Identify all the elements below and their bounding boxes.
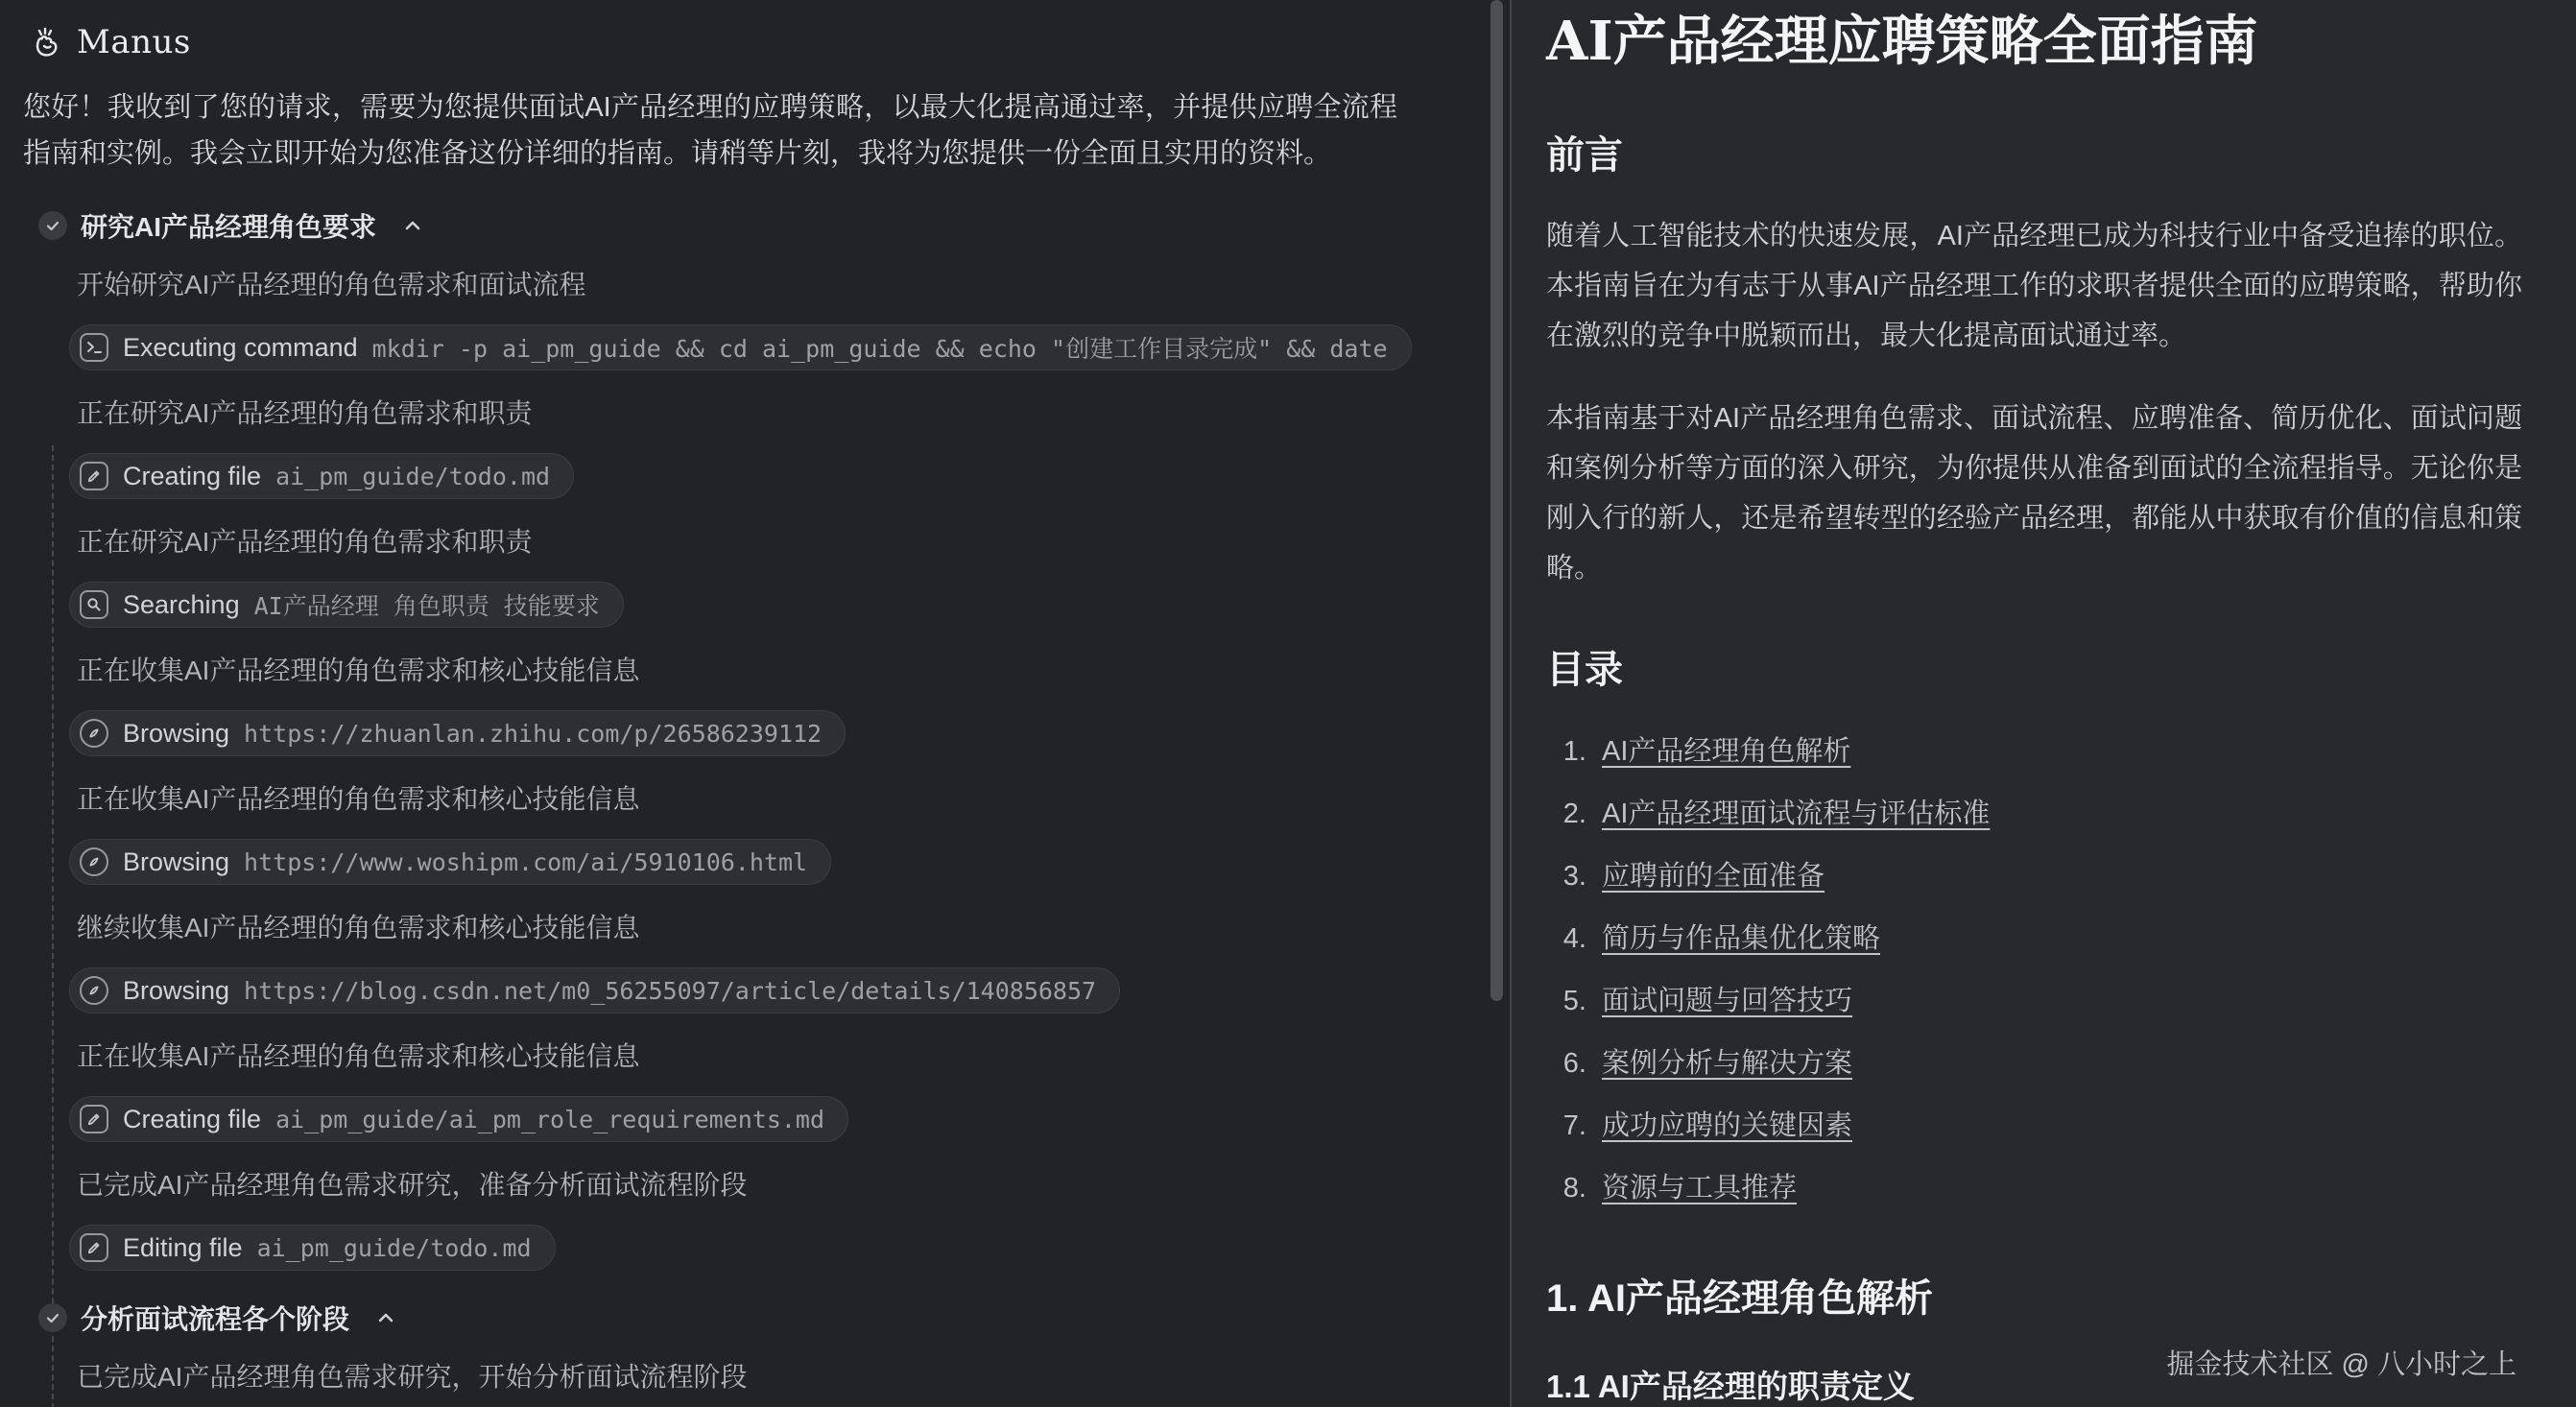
tool-chip-value: https://www.woshipm.com/ai/5910106.html — [244, 847, 808, 876]
tool-chip-creating-file[interactable] — [69, 453, 574, 499]
toc-link-8[interactable]: 资源与工具推荐 — [1602, 1173, 1798, 1204]
document-title: AI产品经理应聘策略全面指南 — [1546, 10, 2258, 73]
step-text: 开始研究AI产品经理的角色需求和面试流程 — [77, 270, 586, 299]
toc-link-4[interactable]: 简历与作品集优化策略 — [1602, 923, 1881, 954]
tool-chip-value: mkdir -p ai_pm_guide && cd ai_pm_guide && echo "创建工作目录完成" && date — [371, 335, 1388, 363]
toc-link-2[interactable]: AI产品经理面试流程与评估标准 — [1602, 799, 1991, 829]
toc-item — [1594, 1049, 2522, 1078]
search-icon — [80, 590, 108, 619]
table-of-contents — [1546, 737, 2522, 1203]
preface-heading: 前言 — [1546, 134, 1623, 177]
preface-paragraph-1: 随着人工智能技术的快速发展，AI产品经理已成为科技行业中备受追捧的职位。本指南旨在为有志于从事AI产品经理工作的求职者提供全面的应聘策略，帮助你在激烈的竞争中脱颖而出，最大化提高面试通过率。 — [1546, 221, 2522, 351]
preface-paragraph-2: 本指南基于对AI产品经理角色需求、面试流程、应聘准备、简历优化、面试问题和案例分析等方面的深入研究，为你提供从准备到面试的全流程指导。无论你是刚入行的新人，还是希望转型的经验产品经理，都能从中获取有价值的信息和策略。 — [1546, 403, 2522, 584]
step-text: 正在研究AI产品经理的角色需求和职责 — [77, 398, 533, 428]
chapter1-heading: 1. AI产品经理角色解析 — [1546, 1277, 1933, 1320]
step-text: 继续收集AI产品经理的角色需求和核心技能信息 — [77, 913, 640, 942]
task-section-title: 研究AI产品经理角色要求 — [81, 212, 377, 242]
tool-chip-executing-command[interactable] — [69, 324, 1412, 370]
manus-logo-icon — [27, 23, 65, 61]
panel-divider — [1510, 0, 1512, 1407]
tool-chip-value: https://zhuanlan.zhihu.com/p/26586239112 — [244, 719, 823, 748]
tool-chip-creating-file[interactable] — [69, 1096, 848, 1142]
toc-item — [1594, 799, 2522, 828]
chevron-up-icon[interactable] — [374, 1309, 397, 1326]
step-text: 正在研究AI产品经理的角色需求和职责 — [77, 527, 533, 557]
terminal-icon — [80, 333, 108, 362]
toc-link-1[interactable]: AI产品经理角色解析 — [1602, 736, 1851, 767]
tool-chip-value: ai_pm_guide/todo.md — [275, 462, 551, 490]
tool-chip-label: Browsing — [123, 718, 230, 748]
tool-chip-label: Executing command — [123, 332, 358, 362]
step-text: 正在收集AI产品经理的角色需求和核心技能信息 — [77, 1041, 640, 1071]
tool-chip-label: Creating file — [123, 1104, 262, 1133]
tool-chip-editing-file[interactable] — [69, 1225, 556, 1271]
task-section-header[interactable] — [38, 209, 1512, 242]
browser-icon — [80, 976, 108, 1005]
step-text: 正在收集AI产品经理的角色需求和核心技能信息 — [77, 656, 640, 685]
toc-item — [1594, 1174, 2522, 1203]
pencil-icon — [80, 1233, 108, 1262]
step-text: 已完成AI产品经理角色需求研究，准备分析面试流程阶段 — [77, 1170, 748, 1200]
tool-chip-searching[interactable] — [69, 582, 624, 628]
tool-chip-label: Editing file — [123, 1232, 243, 1262]
browser-icon — [80, 719, 108, 748]
tool-chip-browsing[interactable] — [69, 839, 831, 885]
browser-icon — [80, 847, 108, 876]
document-preview-panel — [1512, 0, 2576, 1407]
section-1-1-heading: 1.1 AI产品经理的职责定义 — [1546, 1369, 1915, 1404]
toc-item — [1594, 737, 2522, 766]
toc-item — [1594, 1111, 2522, 1140]
tool-chip-label: Searching — [123, 589, 240, 619]
tool-chip-browsing[interactable] — [69, 967, 1120, 1014]
scrollbar-thumb[interactable] — [1491, 0, 1503, 1001]
timeline-connector — [52, 445, 54, 1407]
check-circle-icon — [38, 1303, 67, 1332]
chevron-up-icon[interactable] — [401, 217, 424, 234]
tool-chip-value: ai_pm_guide/todo.md — [256, 1233, 532, 1262]
tool-chip-value: ai_pm_guide/ai_pm_role_requirements.md — [275, 1105, 825, 1133]
tool-chip-label: Browsing — [123, 975, 230, 1005]
pencil-icon — [80, 1105, 108, 1133]
brand-name: Manus — [77, 23, 191, 61]
task-timeline — [23, 209, 1512, 1392]
assistant-intro-message: 您好！我收到了您的请求，需要为您提供面试AI产品经理的应聘策略，以最大化提高通过率，并提供应聘全流程指南和实例。我会立即开始为您准备这份详细的指南。请稍等片刻，我将为您提供一份全面且实用的资料。 — [23, 92, 1397, 169]
watermark-text: 掘金技术社区 @ 八小时之上 — [2166, 1349, 2516, 1380]
toc-link-3[interactable]: 应聘前的全面准备 — [1602, 861, 1825, 892]
toc-link-6[interactable]: 案例分析与解决方案 — [1602, 1048, 1853, 1079]
toc-link-5[interactable]: 面试问题与回答技巧 — [1602, 986, 1853, 1016]
task-section-header[interactable] — [38, 1301, 1512, 1334]
toc-item — [1594, 862, 2522, 891]
tool-chip-label: Browsing — [123, 847, 230, 876]
tool-chip-browsing[interactable] — [69, 710, 846, 756]
tool-chip-value: AI产品经理 角色职责 技能要求 — [253, 592, 600, 620]
step-text: 已完成AI产品经理角色需求研究，开始分析面试流程阶段 — [77, 1362, 748, 1392]
toc-heading: 目录 — [1546, 649, 1623, 691]
toc-item — [1594, 924, 2522, 953]
toc-link-7[interactable]: 成功应聘的关键因素 — [1602, 1110, 1853, 1141]
brand-header — [27, 21, 1512, 63]
tool-chip-value: https://blog.csdn.net/m0_56255097/article/details/140856857 — [244, 976, 1097, 1005]
task-section-title: 分析面试流程各个阶段 — [81, 1304, 350, 1334]
check-circle-icon — [38, 211, 67, 240]
step-text: 正在收集AI产品经理的角色需求和核心技能信息 — [77, 784, 640, 814]
toc-item — [1594, 987, 2522, 1015]
tool-chip-label: Creating file — [123, 461, 262, 490]
pencil-icon — [80, 462, 108, 490]
